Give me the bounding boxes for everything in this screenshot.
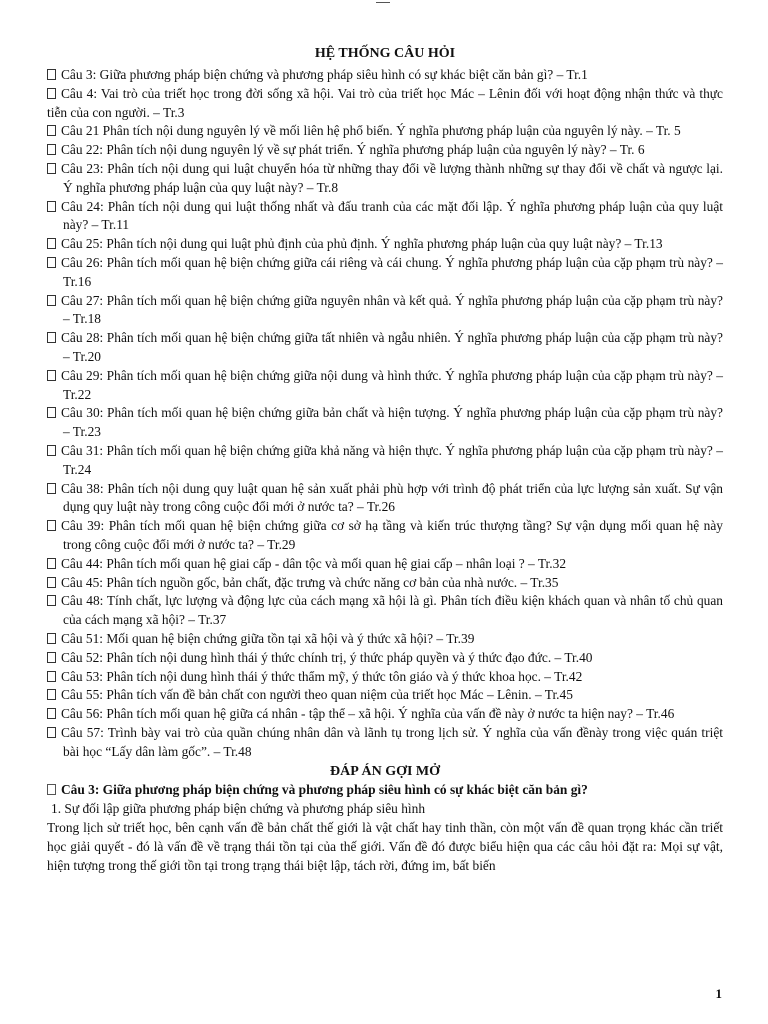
answer-section-title: ĐÁP ÁN GỢI MỞ: [329, 764, 441, 780]
question-item: [47, 66, 723, 85]
question-text: Câu 28: Phân tích mối quan hệ biện chứng giữa tất nhiên và ngẫu nhiên. Ý nghĩa phương pháp luận của cặp phạm trù này? – Tr.20: [61, 330, 723, 364]
question-item: [47, 724, 723, 762]
question-text: Câu 52: Phân tích nội dung hình thái ý thức chính trị, ý thức pháp quyền và ý thức đạo đức. – Tr.40: [61, 649, 593, 665]
bullet-box-icon: [47, 445, 56, 456]
bullet-box-icon: [47, 483, 56, 494]
bullet-box-icon: [47, 633, 56, 644]
question-text: Câu 3: Giữa phương pháp biện chứng và phương pháp siêu hình có sự khác biệt căn bản gì? – Tr.1: [61, 67, 588, 82]
question-item: [47, 329, 723, 367]
answer-paragraph: Trong lịch sử triết học, bên cạnh vấn đề bản chất thế giới là vật chất hay tinh thần, còn một vấn đề quan trọng khác cần triết học giải quyết - đó là vấn đề về trạng thái tồn tại của thế giới. Vấn đề đó được biểu hiện qua các câu hỏi đặt ra: Mọi sự vật, hiện tượng trong thế giới tồn tại trong trạng thái biệt lập, tách rời, đứng im, bất biến: [47, 820, 723, 873]
bullet-box-icon: [47, 577, 56, 588]
bullet-box-icon: [47, 144, 56, 155]
question-item: [47, 668, 723, 687]
question-item: [47, 574, 723, 593]
question-text: Câu 45: Phân tích nguồn gốc, bản chất, đặc trưng và chức năng cơ bản của nhà nước. – Tr.35: [61, 574, 559, 590]
question-item: [47, 686, 723, 705]
question-item: [47, 705, 723, 724]
question-item: [47, 480, 723, 518]
question-text: Câu 27: Phân tích mối quan hệ biện chứng giữa nguyên nhân và kết quả. Ý nghĩa phương pháp luận của cặp phạm trù này? – Tr.18: [61, 292, 723, 327]
bullet-box-icon: [47, 332, 56, 343]
question-item: [47, 254, 723, 292]
question-text: Câu 55: Phân tích vấn đề bản chất con người theo quan niệm của triết học Mác – Lênin. – Tr.45: [61, 687, 573, 703]
question-item: [47, 404, 723, 442]
question-list: [47, 66, 723, 761]
question-text: Câu 24: Phân tích nội dung qui luật thống nhất và đấu tranh của các mặt đối lập. Ý nghĩa phương pháp luận của quy luật này? – Tr.11: [61, 198, 723, 233]
question-text: Câu 25: Phân tích nội dung qui luật phủ định của phủ định. Ý nghĩa phương pháp luận của quy luật này? – Tr.13: [61, 236, 663, 252]
bullet-box-icon: [47, 708, 56, 719]
answer-question-text: Câu 3: Giữa phương pháp biện chứng và phương pháp siêu hình có sự khác biệt căn bản gì?: [61, 782, 588, 798]
bullet-box-icon: [47, 727, 56, 738]
question-text: Câu 23: Phân tích nội dung qui luật chuyển hóa từ những thay đổi về lượng thành những sự thay đổi về chất và ngược lại. Ý nghĩa phương pháp luận của quy luật này? – Tr.8: [61, 160, 723, 195]
bullet-box-icon: [47, 88, 56, 99]
bullet-box-icon: [47, 652, 56, 663]
question-item: [47, 122, 723, 141]
bullet-box-icon: [47, 370, 56, 381]
question-list-title: HỆ THỐNG CÂU HỎI: [314, 46, 456, 61]
bullet-box-icon: [47, 238, 56, 249]
question-item: [47, 442, 723, 480]
question-item: [47, 517, 723, 555]
bullet-box-icon: [47, 407, 56, 418]
answer-subheading: 1. Sự đối lập giữa phương pháp biện chứng và phương pháp siêu hình: [51, 801, 426, 817]
bullet-box-icon: [47, 520, 56, 531]
question-text: Câu 26: Phân tích mối quan hệ biện chứng giữa cái riêng và cái chung. Ý nghĩa phương pháp luận của cặp phạm trù này? – Tr.16: [61, 254, 723, 289]
question-text: Câu 30: Phân tích mối quan hệ biện chứng giữa bản chất và hiện tượng. Ý nghĩa phương pháp luận của cặp phạm trù này? – Tr.23: [61, 405, 723, 440]
question-item: [47, 85, 723, 123]
question-item: [47, 292, 723, 330]
question-item: [47, 592, 723, 630]
page-number: 1: [715, 986, 722, 1001]
question-item: [47, 649, 723, 668]
question-text: Câu 31: Phân tích mối quan hệ biện chứng giữa khả năng và hiện thực. Ý nghĩa phương pháp luận của cặp phạm trù này? – Tr.24: [61, 442, 723, 477]
question-text: Câu 48: Tính chất, lực lượng và động lực của cách mạng xã hội là gì. Phân tích điều kiện khách quan và nhân tố chủ quan của cách mạng xã hội? – Tr.37: [61, 593, 723, 628]
question-text: Câu 51: Mối quan hệ biện chứng giữa tồn tại xã hội và ý thức xã hội? – Tr.39: [61, 630, 475, 646]
question-text: Câu 22: Phân tích nội dung nguyên lý về sự phát triển. Ý nghĩa phương pháp luận của nguyên lý này? – Tr. 6: [61, 142, 645, 158]
question-item: [47, 235, 723, 254]
question-text: Câu 29: Phân tích mối quan hệ biện chứng giữa nội dung và hình thức. Ý nghĩa phương pháp luận của cặp phạm trù này? – Tr.22: [61, 367, 723, 402]
question-item: [47, 630, 723, 649]
question-item: [47, 555, 723, 574]
bullet-box-icon: [47, 595, 56, 606]
bullet-box-icon: [47, 689, 56, 700]
bullet-box-icon: [47, 163, 56, 174]
question-text: Câu 53: Phân tích nội dung hình thái ý thức thẩm mỹ, ý thức tôn giáo và ý thức khoa học. – Tr.42: [61, 668, 583, 684]
bullet-box-icon: [47, 257, 56, 268]
top-edge-mark: [376, 2, 390, 3]
question-item: [47, 160, 723, 198]
bullet-box-icon: [47, 201, 56, 212]
question-text: Câu 4: Vai trò của triết học trong đời sống xã hội. Vai trò của triết học Mác – Lênin đối với hoạt động nhận thức và thực tiễn của con người. – Tr.3: [47, 85, 723, 120]
question-item: [47, 367, 723, 405]
bullet-box-icon: [47, 125, 56, 136]
answer-question: [47, 781, 723, 800]
question-item: [47, 141, 723, 160]
bullet-box-icon: [47, 295, 56, 306]
document-page: [47, 44, 723, 875]
checkbox-icon: [47, 784, 56, 795]
question-text: Câu 44: Phân tích mối quan hệ giai cấp - dân tộc và mối quan hệ giai cấp – nhân loại ? – Tr.32: [61, 555, 567, 571]
question-text: Câu 21 Phân tích nội dung nguyên lý về mối liên hệ phổ biến. Ý nghĩa phương pháp luận của nguyên lý này. – Tr. 5: [61, 123, 681, 139]
question-item: [47, 198, 723, 236]
question-text: Câu 56: Phân tích mối quan hệ giữa cá nhân - tập thể – xã hội. Ý nghĩa của vấn đề này ở nước ta hiện nay? – Tr.46: [61, 706, 675, 722]
bullet-box-icon: [47, 671, 56, 682]
bullet-box-icon: [47, 69, 56, 80]
question-text: Câu 57: Trình bày vai trò của quần chúng nhân dân và lãnh tụ trong lịch sử. Ý nghĩa của vấn đềnày trong việc quán triệt bài học “Lấy dân làm gốc”. – Tr.48: [61, 724, 723, 759]
question-text: Câu 38: Phân tích nội dung quy luật quan hệ sản xuất phải phù hợp với trình độ phát triển của lực lượng sản xuất. Sự vận dụng quy luật này trong công cuộc đổi mới ở nước ta? – Tr.26: [61, 480, 723, 515]
question-text: Câu 39: Phân tích mối quan hệ biện chứng giữa cơ sở hạ tầng và kiến trúc thượng tầng? Sự vận dụng mối quan hệ này trong công cuộc đổi mới ở nước ta? – Tr.29: [61, 518, 723, 552]
bullet-box-icon: [47, 558, 56, 569]
